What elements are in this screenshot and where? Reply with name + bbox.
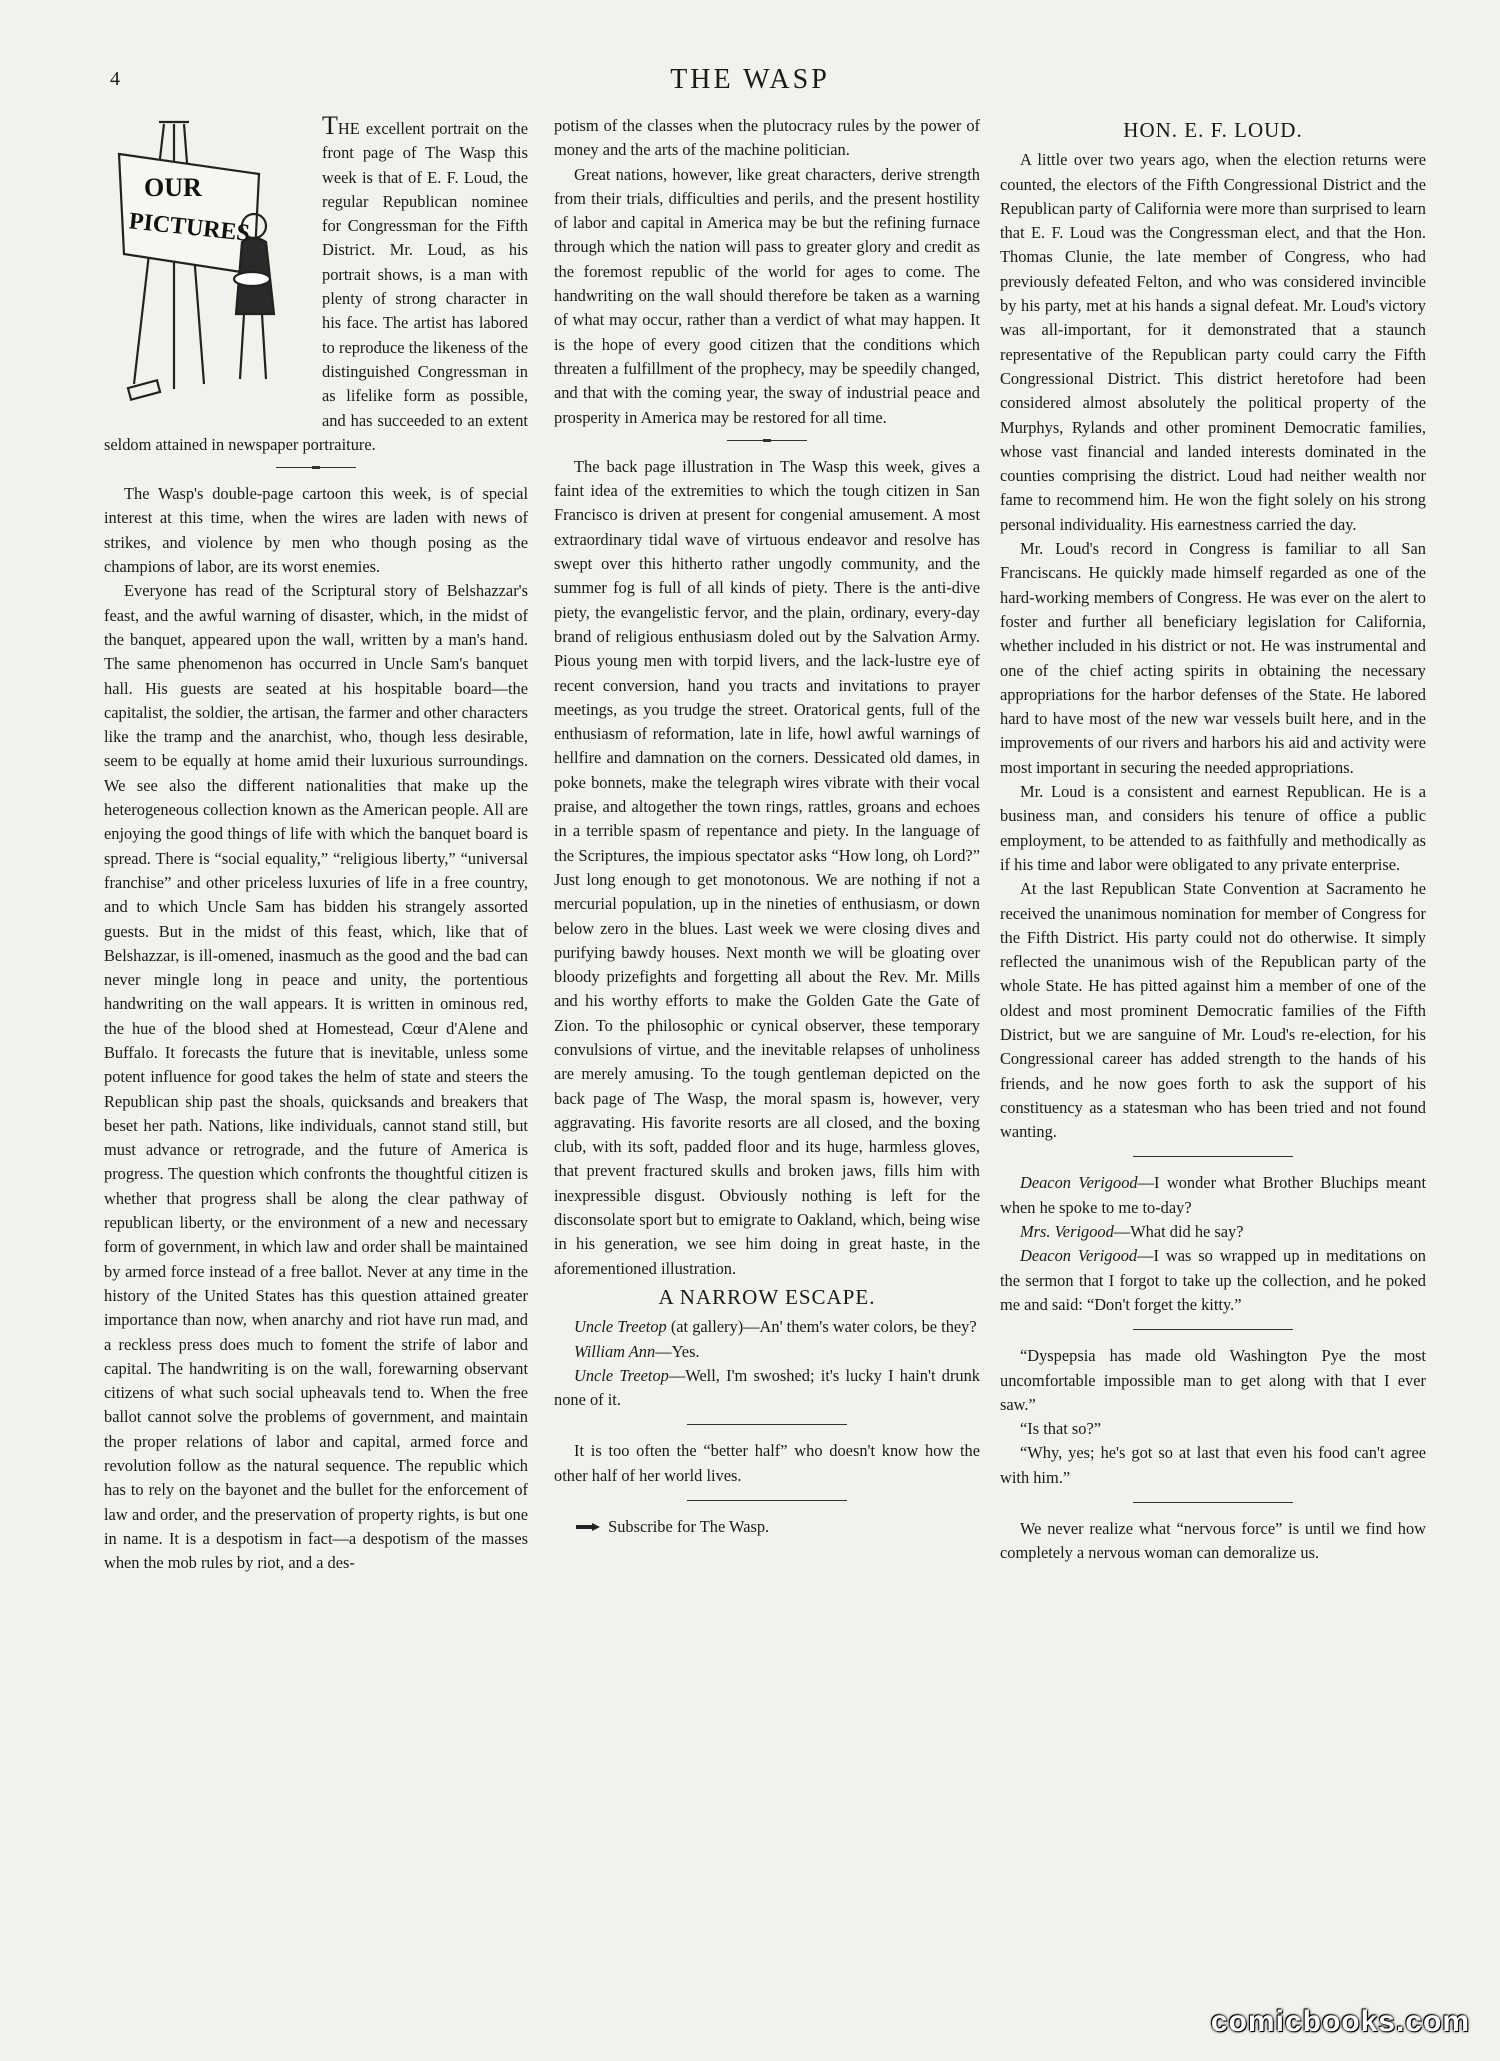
section-divider [687, 1424, 847, 1425]
pointing-hand-icon [574, 1521, 604, 1535]
section-divider [1133, 1329, 1293, 1330]
dialogue-line: Deacon Verigood—I wonder what Brother Bluchips meant when he spoke to me to-day? [1000, 1173, 1426, 1217]
section-divider [1133, 1156, 1293, 1157]
masthead-title: THE WASP [670, 64, 830, 95]
dialogue-line: “Is that so?” [1020, 1419, 1102, 1439]
portrait-paragraph: THE excellent portrait on the front page of The Wasp this week is that of E. F. Loud, the regular Republican nominee for Congressman for the Fifth District. Mr. Loud, as his portrait shows, is a man with plenty of strong character in his face. The artist has labored to reproduce the likeness of the distinguished Congressman in as lifelike form as possible, and has succeeded to an extent seldom attained in newspaper portraiture. [104, 111, 528, 454]
belshazzar-paragraph: Everyone has read of the Scriptural story of Belshazzar's feast, and the awful warning of disaster, which, in the midst of the banquet, appeared upon the wall, written by a man's hand. The same phenomenon has occurred in Uncle Sam's banquet hall. His guests are seated at his hospitable board—the capitalist, the soldier, the artisan, the farmer and other characters like the tramp and the anarchist, who, though less desirable, seem to be equally at home amid their luxurious surroundings. We see also the different nationalities that make up the heterogeneous collection known as the American people. All are enjoying the good things of life with which the banquet board is spread. There is “social equality,” “religious liberty,” “universal franchise” and other priceless luxuries of life in a free country, and to which Uncle Sam has bidden his strangely assorted guests. But in the midst of this feast, which, like that of Belshazzar, is ill-omened, inasmuch as the good and the bad can never mingle long in peace and unity, the portentious handwriting on the wall appears. It is written in ominous red, the hue of the blood shed at Homestead, Cœur d'Alene and Buffalo. It forecasts the future that is inevitable, unless some potent influence for good takes the helm of state and steers the Republican ship past the shoals, quicksands and breakers that beset her path. Nations, like individuals, cannot stand still, but must advance or retrograde, and the future of America is progress. The question which confronts the thoughtful citizen is whether that progress shall be along the clear pathway of republican liberty, or the environment of a new and necessary form of government, in which law and order shall be maintained by armed force instead of a free ballot. Never at any time in the history of the United States has this question attained greater importance than now, when anarchy and riot have run mad, and a reckless press does much to foment the strife of labor and capital. The handwriting is on the wall, forewarning observant citizens of what such social upheavals tend to. When the free ballot cannot solve the problems of government, and maintain the proper relations of labor and capital, armed force and revolution follow as the natural sequence. The republic which has to rely on the bayonet and the bullet for the enforcement of law and order, and the preservation of property rights, is but one in name. It is a despotism in fact—a despotism of the masses when the mob rules by riot, and a des- [104, 581, 528, 1573]
easel-artist-illustration [104, 114, 314, 414]
column-3 [1000, 114, 1426, 1566]
svg-text:PICTURES: PICTURES [127, 208, 252, 247]
dialogue-line: “Dyspepsia has made old Washington Pye the most uncomfortable impossible man to get along with that I ever saw.” [1000, 1346, 1426, 1414]
watermark: comicbooks.com [1210, 2005, 1470, 2038]
loud-paragraph-2: Mr. Loud's record in Congress is familiar to all San Franciscans. He quickly made himself regarded as one of the hard-working members of Congress. He was ever on the alert to foster and further all beneficiary legislation for California, whether included in his district or not. He was instrumental and one of the chief acting spirits in obtaining the necessary appropriations for the harbor defenses of the State. He labored hard to have most of the new war vessels built here, and in the improvements of our rivers and harbors his aid and activity were most important in securing the needed appropriations. [1000, 539, 1426, 777]
narrow-escape-heading: A NARROW ESCAPE. [658, 1284, 876, 1309]
dialogue-line: Uncle Treetop (at gallery)—An' them's water colors, be they? [574, 1317, 977, 1337]
loud-heading: HON. E. F. LOUD. [1123, 118, 1303, 142]
dialogue-line: Uncle Treetop—Well, I'm swoshed; it's lucky I hain't drunk none of it. [554, 1365, 980, 1410]
dialogue-line: William Ann—Yes. [574, 1341, 700, 1361]
nervous-force-paragraph: We never realize what “nervous force” is until we find how completely a nervous woman can demoralize us. [1000, 1519, 1426, 1563]
loud-paragraph-1: A little over two years ago, when the election returns were counted, the electors of the Fifth Congressional District and the Republican party of California were more than surprised to learn that E. F. Loud was the Congressman elect, and that the Hon. Thomas Clunie, the late member of Congress, who had previously defeated Felton, and who was considered invincible by his party, met at his hands a signal defeat. Mr. Loud's victory was all-important, for it demonstrated that a staunch representative of the Republican party could carry the Fifth Congressional District. This district heretofore had been considered almost absolutely the political property of the Murphys, Rylands and other prominent Democratic families, whose vast financial and landed interests dominated in the counties comprising the district. Loud had neither wealth nor fame to recommend him. He won the fight solely on his strong personal individuality. His earnestness carried the day. [1000, 150, 1426, 534]
section-divider [687, 1500, 847, 1501]
column-2 [554, 114, 980, 1539]
section-divider [1133, 1502, 1293, 1503]
loud-paragraph-3: Mr. Loud is a consistent and earnest Republican. He is a business man, and considers his tenure of office a public employment, to be attended to as faithfully and methodically as if his time and labor were obligated to any private enterprise. [1000, 782, 1426, 874]
our-pictures-cartoon [104, 114, 314, 414]
section-divider [276, 467, 356, 468]
better-half-paragraph: It is too often the “better half” who doesn't know how the other half of her world lives. [554, 1441, 980, 1485]
column-1 [104, 111, 528, 1576]
dialogue-line: “Why, yes; he's got so at last that even his food can't agree with him.” [1000, 1443, 1426, 1487]
subscribe-notice: Subscribe for The Wasp. [554, 1515, 980, 1539]
page-number: 4 [110, 68, 120, 90]
svg-text:OUR: OUR [144, 173, 202, 202]
great-nations-paragraph: Great nations, however, like great characters, derive strength from their trials, difficulties and perils, and the present hostility of labor and capital in America may be but the refining furnace through which the nation will pass to greater glory and credit as the foremost republic of the world for ages to come. The handwriting on the wall should therefore be taken as a warning of what may occur, rather than a verdict of what may happen. It is the hope of every good citizen that the conditions which threaten a fulfillment of the prophecy, may be speedily changed, and that with the coming year, the sway of industrial peace and prosperity in America may be restored for all time. [554, 164, 980, 427]
back-page-paragraph: The back page illustration in The Wasp this week, gives a faint idea of the extremities to which the tough citizen in San Francisco is driven at present for congenial amusement. A most extraordinary tidal wave of virtuous endeavor and resolve has swept over this hitherto rather ungodly community, and the summer fog is full of all kinds of piety. There is the anti-dive piety, the evangelistic fervor, and the plain, ordinary, every-day brand of religious enthusiasm doled out by the Salvation Army. Pious young men with torpid livers, and the lack-lustre eye of recent conversion, hand you tracts and invitations to prayer meetings, as you trudge the street. Oratorical gents, full of the enthusiasm of reformation, late in life, howl awful warnings of hellfire and damnation on the corners. Dessicated old dames, in poke bonnets, make the telegraph wires vibrate with their vocal praise, and altogether the town rings, rattles, groans and echoes in a terrible spasm of repentance and piety. In the language of the Scriptures, the impious spectator asks “How long, oh Lord?” Just long enough to get monotonous. We are nothing if not a mercurial population, up in the nineties of enthusiasm, or down below zero in the blues. Last week we were closing dives and purifying bawdy houses. Next month we will be gloating over bloody prizefights and forgetting all about the Rev. Mr. Mills and his worthy efforts to make the Golden Gate the Gate of Zion. To the philosophic or cynical observer, these temporary convulsions of virtue, and the inevitable relapses of unholiness are merely amusing. To the tough gentleman depicted on the back page of The Wasp, the moral spasm is, however, very aggravating. His favorite resorts are all closed, and the boxing club, with its soft, padded floor and its huge, harmless gloves, that prevent fractured skulls and broken jaws, fills him with inexpressible disgust. Obviously nothing is left for the disconsolate sport but to emigrate to Oakland, which, being wise in his generation, we see him doing in great haste, in the aforementioned illustration. [554, 456, 980, 1278]
cartoon-paragraph: The Wasp's double-page cartoon this week, is of special interest at this time, when the wires are laden with news of strikes, and violence by men who though posing as the champions of labor, are its worst enemies. [104, 484, 528, 577]
section-divider [727, 440, 807, 441]
dialogue-line: Deacon Verigood—I was so wrapped up in meditations on the sermon that I forgot to take up the collection, and he poked me and said: “Don't forget the kitty.” [1000, 1246, 1426, 1314]
despotism-continuation: potism of the classes when the plutocracy rules by the power of money and the arts of the machine politician. [554, 116, 980, 160]
dialogue-line: Mrs. Verigood—What did he say? [1020, 1222, 1244, 1242]
loud-paragraph-4: At the last Republican State Convention at Sacramento he received the unanimous nomination for member of Congress for the Fifth District. His party could not do otherwise. It simply reflected the unanimous wish of the Republican party of the whole State. He has pitted against him a member of one of the oldest and most prominent Democratic families of the Fifth District, but we are sanguine of Mr. Loud's re-election, for his Congressional career has added strength to the hands of his friends, and he now goes forth to ask the support of his constituency as a statesman who has been tried and not found wanting. [1000, 879, 1426, 1142]
